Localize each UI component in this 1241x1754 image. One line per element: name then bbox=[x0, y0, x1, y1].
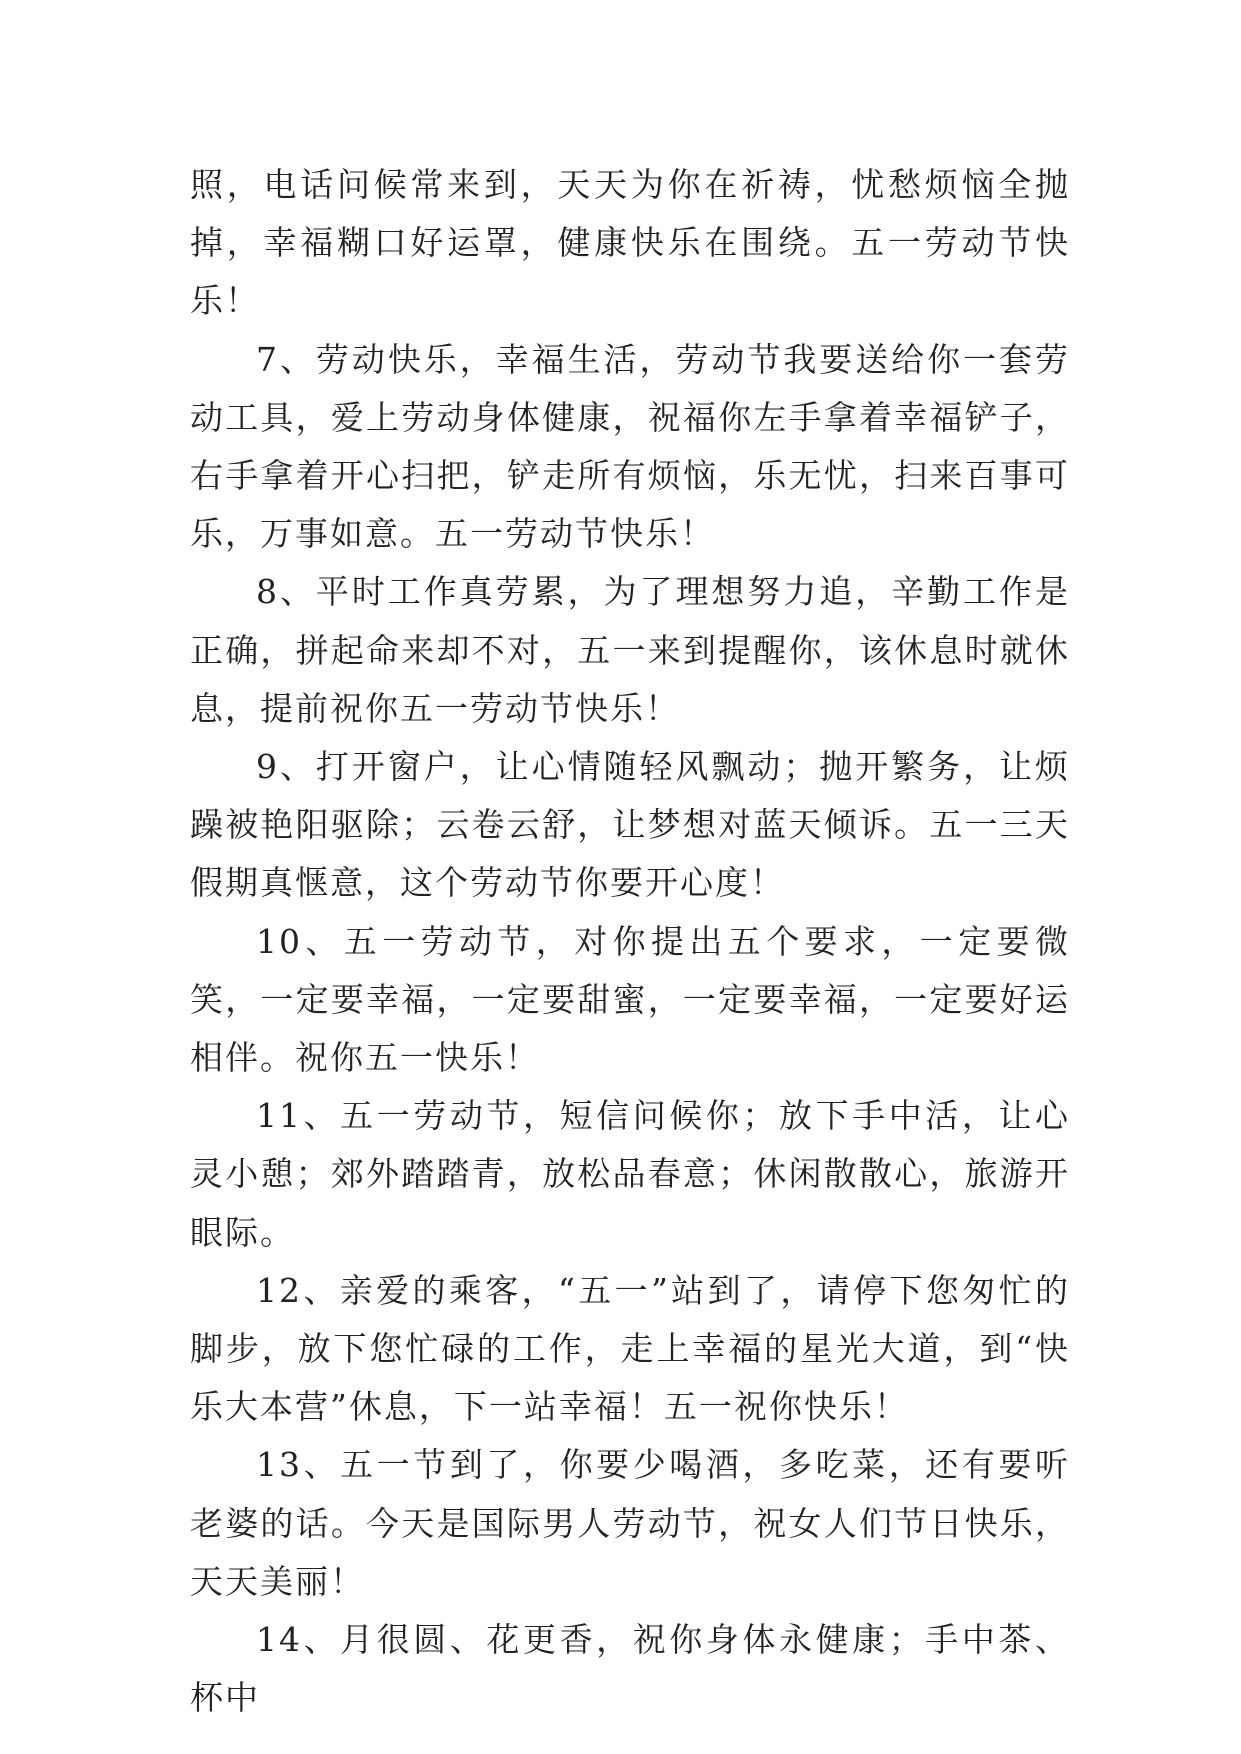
paragraph-13: 13、五一节到了，你要少喝酒，多吃菜，还有要听老婆的话。今天是国际男人劳动节，祝女人们节日快乐，天天美丽！ bbox=[190, 1445, 1070, 1601]
document-body bbox=[190, 156, 1070, 1727]
paragraph-7: 7、劳动快乐，幸福生活，劳动节我要送给你一套劳动工具，爱上劳动身体健康，祝福你左手拿着幸福铲子，右手拿着开心扫把，铲走所有烦恼，乐无忧，扫来百事可乐，万事如意。五一劳动节快乐！ bbox=[190, 339, 1070, 554]
paragraph-10: 10、五一劳动节，对你提出五个要求，一定要微笑，一定要幸福，一定要甜蜜，一定要幸福，一定要好运相伴。祝你五一快乐！ bbox=[190, 921, 1070, 1078]
paragraph-continued: 照，电话问候常来到，天天为你在祈祷，忧愁烦恼全抛掉，幸福糊口好运罩，健康快乐在围绕。五一劳动节快乐！ bbox=[190, 165, 1070, 321]
paragraph-12: 12、亲爱的乘客，“五一”站到了，请停下您匆忙的脚步，放下您忙碌的工作，走上幸福的星光大道，到“快乐大本营”休息，下一站幸福！五一祝你快乐！ bbox=[190, 1270, 1070, 1427]
paragraph-14: 14、月很圆、花更香，祝你身体永健康；手中茶、杯中 bbox=[190, 1620, 1070, 1718]
paragraph-11: 11、五一劳动节，短信问候你；放下手中活，让心灵小憩；郊外踏踏青，放松品春意；休闲散散心，旅游开眼际。 bbox=[190, 1096, 1070, 1252]
paragraph-8: 8、平时工作真劳累，为了理想努力追，辛勤工作是正确，拼起命来却不对，五一来到提醒你，该休息时就休息，提前祝你五一劳动节快乐！ bbox=[190, 572, 1070, 728]
paragraph-9: 9、打开窗户，让心情随轻风飘动；抛开繁务，让烦躁被艳阳驱除；云卷云舒，让梦想对蓝天倾诉。五一三天假期真惬意，这个劳动节你要开心度！ bbox=[190, 747, 1070, 903]
